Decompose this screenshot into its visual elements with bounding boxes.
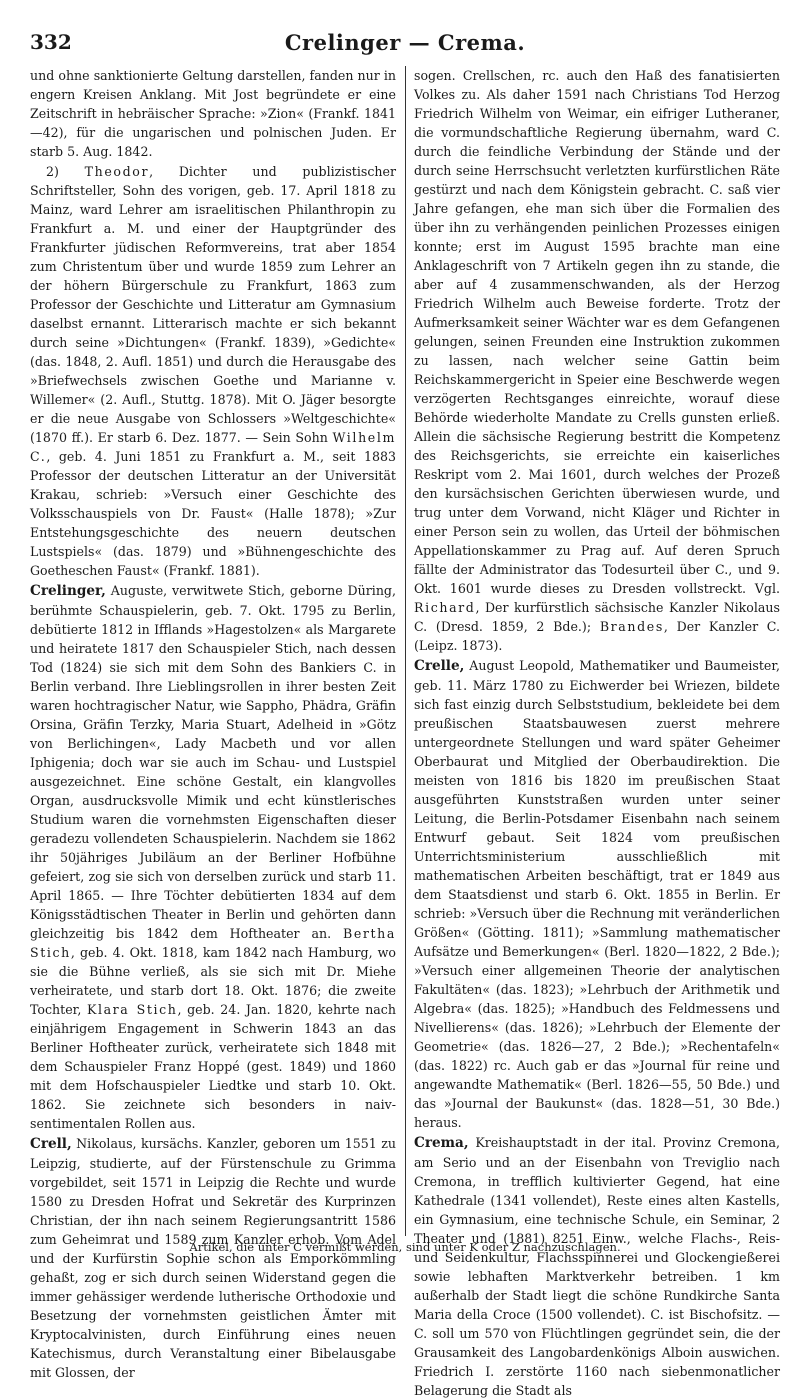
entry-crelinger: Crelinger, Auguste, verwitwete Stich, geborne Düring, berühmte Schauspielerin, geb. 7. Okt. 1795 zu Berlin, debütierte 1812 in Ifflands »Hagestolzen« als Margarete und heiratete 1817 den Schauspieler Stich, nach dessen Tod (1824) sie sich mit dem Sohn des Bankiers C. in Berlin verband. Ihre Lieblingsrollen in ihrer besten Zeit waren hochtragischer Natur, wie Sappho, Phädra, Gräfin Orsina, Gräfin Terzky, Maria Stuart, Adelheid in »Götz von Berlichingen«, Lady Macbeth und vor allen Iphigenia; doch war sie auch im Schau- und Lustspiel ausgezeichnet. Eine schöne Gestalt, ein klangvolles Organ, ausdrucksvolle Mimik und echt künstlerisches Studium waren die vornehmsten Eigenschaften dieser geradezu vollendeten Schauspielerin. Nachdem sie 1862 ihr 50jähriges Jubiläum an der Berliner Hofbühne gefeiert, zog sie sich von derselben zurück und starb 11. April 1865. — Ihre Töchter debütierten 1834 auf dem Königsstädtischen Theater in Berlin und gehörten dann gleichzeitig bis 1842 dem Hoftheater an. Bertha Stich, geb. 4. Okt. 1818, kam 1842 nach Hamburg, wo sie die Bühne verließ, als sie sich mit Dr. Miehe verheiratete, und starb dort 18. Okt. 1876; die zweite Tochter, Klara Stich, geb. 24. Jan. 1820, kehrte nach einjährigem Engagement in Schwerin 1843 an das Berliner Hoftheater zurück, verheiratete sich 1848 mit dem Schauspieler Franz Hoppé (gest. 1849) und 1860 mit dem Hofschauspieler Liedtke und starb 10. Okt. 1862. Sie zeichnete sich besonders in naiv-sentimentalen Rollen aus. bbox=[30, 583, 396, 1131]
footer-note: Artikel, die unter C vermißt werden, sind unter K oder Z nachzuschlagen. bbox=[189, 1240, 621, 1254]
running-title: Crelinger — Crema. bbox=[284, 30, 526, 55]
column-divider bbox=[405, 66, 406, 1236]
entry-crell-continued: sogen. Crellschen, rc. auch den Haß des fanatisierten Volkes zu. Als daher 1591 nach Christians Tod Herzog Friedrich Wilhelm von Weimar, ein eifriger Lutheraner, die vormundschaftliche Regierung übernahm, ward C. durch die feindliche Verbindung der Stände und der durch seine Herrschsucht verletzten kurfürstlichen Räte gestürzt und nach dem Königstein gebracht. C. saß vier Jahre gefangen, ehe man sich über die Formalien des über ihn zu verhängenden peinlichen Prozesses einigen konnte; erst im August 1595 brachte man eine Anklageschrift von 7 Artikeln gegen ihn zu stande, die aber auf 4 zusammenschwanden, als der Herzog Friedrich Wilhelm auch Beweise forderte. Trotz der Aufmerksamkeit seiner Wächter war es dem Gefangenen gelungen, seinen Freunden eine Instruktion zukommen zu lassen, nach welcher seine Gattin beim Reichskammergericht in Speier eine Beschwerde wegen verzögerten Rechtsganges einreichte, worauf diese Behörde wiederholte Mandate zu Crells gunsten erließ. Allein die sächsische Regierung bestritt die Kompetenz des Reichsgerichts, sie erreichte ein kaiserliches Reskript vom 2. Mai 1601, durch welches der Prozeß den kursächsischen Gerichten überwiesen wurde, und trug unter dem Vorwand, nicht Kläger und Richter in einer Person sein zu wollen, das Urteil der böhmischen Appellationskammer zu Prag auf. Auf deren Spruch fällte der Administrator das Todesurteil über C., und 9. Okt. 1601 wurde dieses zu Dresden vollstreckt. Vgl. Richard, Der kurfürstlich sächsische Kanzler Nikolaus C. (Dresd. 1859, 2 Bde.); Brandes, Der Kanzler C. (Leipz. 1873). bbox=[414, 68, 780, 653]
entry-lemma: Crelinger, bbox=[30, 583, 106, 599]
entry-crema: Crema, Kreishauptstadt in der ital. Provinz Cremona, am Serio und an der Eisenbahn von Treviglio nach Cremona, in trefflich kultivierter Gegend, hat eine Kathedrale (1341 vollendet), Reste eines alten Kastells, ein Gymnasium, eine technische Schule, ein Seminar, 2 Theater und (1881) 8251 Einw., welche Flachs-, Reis- und Seidenkultur, Flachsspinnerei und Glockengießerei sowie lebhaften Marktverkehr betreiben. 1 km außerhalb der Stadt liegt die schöne Rundkirche Santa Maria della Croce (1500 vollendet). C. ist Bischofsitz. — C. soll um 570 von Flüchtlingen gegründet sein, die der Grausamkeit des Langobardenkönigs Alboin auswichen. Friedrich I. zerstörte 1160 nach siebenmonatlicher Belagerung die Stadt als bbox=[414, 1135, 780, 1398]
author-name: Brandes bbox=[599, 619, 664, 634]
entry-lemma: Crell, bbox=[30, 1136, 72, 1152]
entry-continuation: und ohne sanktionierte Geltung darstellen, fanden nur in engern Kreisen Anklang. Mit Jost begründete er eine Zeitschrift in hebräischer Sprache: »Zion« (Frankf. 1841—42), für die ungarischen und polnischen Juden. Er starb 5. Aug. 1842. bbox=[30, 68, 396, 159]
person-name: Klara Stich bbox=[86, 1002, 178, 1017]
right-column bbox=[414, 66, 780, 1398]
entry-crell: Crell, Nikolaus, kursächs. Kanzler, geboren um 1551 zu Leipzig, studierte, auf der Fürstenschule zu Grimma vorgebildet, seit 1571 in Leipzig die Rechte und wurde 1580 zu Dresden Hofrat und Sekretär des Kurprinzen Christian, der ihn nach seinem Regierungsantritt 1586 zum Geheimrat und 1589 zum Kanzler erhob. Vom Adel und der Kurfürstin Sophie schon als Emporkömmling gehaßt, zog er sich durch seinen Widerstand gegen die immer gehässiger werdende lutherische Orthodoxie und Besetzung der vornehmsten geistlichen Ämter mit Kryptocalvinisten, durch Einführung eines neuen Katechismus, durch Veranstaltung einer Bibelausgabe mit Glossen, der bbox=[30, 1136, 396, 1380]
left-column bbox=[30, 66, 396, 1380]
page-number: 332 bbox=[30, 30, 72, 54]
page-header bbox=[30, 30, 780, 56]
person-name: Theodor bbox=[84, 164, 150, 179]
person-name: Wilhelm C. bbox=[30, 430, 396, 464]
person-name: Bertha Stich bbox=[30, 926, 396, 960]
entry-theodor: 2) Theodor, Dichter und publizistischer Schriftsteller, Sohn des vorigen, geb. 17. April 1818 zu Mainz, ward Lehrer am israelitischen Philanthropin zu Frankfurt a. M. und einer der Hauptgründer des Frankfurter jüdischen Reformvereins, trat aber 1854 zum Christentum über und wurde 1859 zum Lehrer an der höhern Bürgerschule zu Frankfurt, 1863 zum Professor der Geschichte und Litteratur am Gymnasium daselbst ernannt. Litterarisch machte er sich bekannt durch seine »Dichtungen« (Frankf. 1839), »Gedichte« (das. 1848, 2. Aufl. 1851) und durch die Herausgabe des »Briefwechsels zwischen Goethe und Marianne v. Willemer« (2. Aufl., Stuttg. 1878). Mit O. Jäger besorgte er die neue Ausgabe von Schlossers »Weltgeschichte« (1870 ff.). Er starb 6. Dez. 1877. — Sein Sohn Wilhelm C., geb. 4. Juni 1851 zu Frankfurt a. M., seit 1883 Professor der deutschen Litteratur an der Universität Krakau, schrieb: »Versuch einer Geschichte des Volksschauspiels von Dr. Faust« (Halle 1878); »Zur Entstehungsgeschichte des neuern deutschen Lustspiels« (das. 1879) und »Bühnengeschichte des Goetheschen Faust« (Frankf. 1881). bbox=[30, 164, 396, 578]
entry-lemma: Crelle, bbox=[414, 658, 465, 674]
entry-crelle: Crelle, August Leopold, Mathematiker und Baumeister, geb. 11. März 1780 zu Eichwerder bei Wriezen, bildete sich fast einzig durch Selbststudium, bekleidete bei dem preußischen Staatsbauwesen zuerst mehrere untergeordnete Stellungen und ward später Geheimer Oberbaurat und Mitglied der Oberbaudirektion. Die meisten von 1816 bis 1820 im preußischen Staat ausgeführten Kunststraßen wurden unter seiner Leitung, die Berlin-Potsdamer Eisenbahn nach seinem Entwurf gebaut. Seit 1824 vom preußischen Unterrichtsministerium ausschließlich mit mathematischen Arbeiten beschäftigt, trat er 1849 aus dem Staatsdienst und starb 6. Okt. 1855 in Berlin. Er schrieb: »Versuch über die Rechnung mit veränderlichen Größen« (Götting. 1811); »Sammlung mathematischer Aufsätze und Bemerkungen« (Berl. 1820—1822, 2 Bde.); »Versuch einer allgemeinen Theorie der analytischen Fakultäten« (das. 1823); »Lehrbuch der Arithmetik und Algebra« (das. 1825); »Handbuch des Feldmessens und Nivellierens« (das. 1826); »Lehrbuch der Elemente der Geometrie« (das. 1826—27, 2 Bde.); »Rechentafeln« (das. 1822) rc. Auch gab er das »Journal für reine und angewandte Mathematik« (Berl. 1826—55, 50 Bde.) und das »Journal der Baukunst« (das. 1828—51, 30 Bde.) heraus. bbox=[414, 658, 780, 1130]
author-name: Richard bbox=[414, 600, 476, 615]
entry-lemma: Crema, bbox=[414, 1135, 469, 1151]
